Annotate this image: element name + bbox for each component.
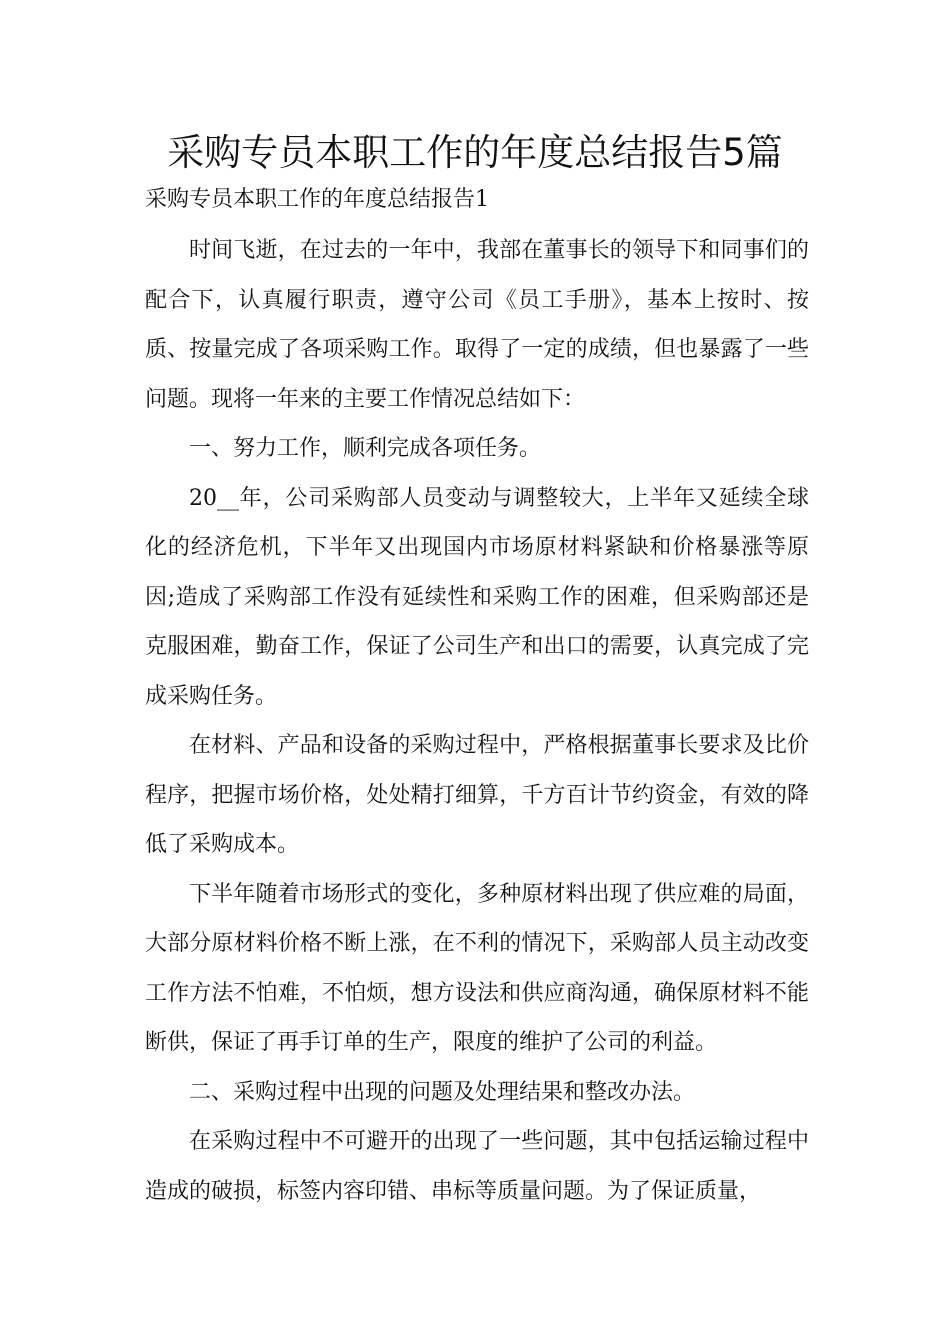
paragraph-staff-changes: 20__年，公司采购部人员变动与调整较大，上半年又延续全球化的经济危机，下半年又出现国内市场原材料紧缺和价格暴涨等原因;造成了采购部工作没有延续性和采购工作的困难，但采购部还是克服困难，勤奋工作，保证了公司生产和出口的需要，认真完成了完成采购任务。 xyxy=(145,485,809,709)
document-body xyxy=(145,226,809,1216)
document-title: 采购专员本职工作的年度总结报告5篇 xyxy=(167,131,783,174)
paragraph-supply-shortage: 下半年随着市场形式的变化，多种原材料出现了供应难的局面，大部分原材料价格不断上涨，在不利的情况下，采购部人员主动改变工作方法不怕难，不怕烦，想方设法和供应商沟通，确保原材料不能断供，保证了再手订单的生产，限度的维护了公司的利益。 xyxy=(145,881,809,1055)
document-subtitle: 采购专员本职工作的年度总结报告1 xyxy=(145,187,489,212)
paragraph-heading-1: 一、努力工作，顺利完成各项任务。 xyxy=(189,436,542,461)
paragraph-cost-control: 在材料、产品和设备的采购过程中，严格根据董事长要求及比价程序，把握市场价格，处处精打细算，千方百计节约资金，有效的降低了采购成本。 xyxy=(145,733,809,857)
paragraph-heading-2: 二、采购过程中出现的问题及处理结果和整改办法。 xyxy=(189,1079,696,1105)
paragraph-intro: 时间飞逝，在过去的一年中，我部在董事长的领导下和同事们的配合下，认真履行职责，遵守公司《员工手册》，基本上按时、按质、按量完成了各项采购工作。取得了一定的成绩，但也暴露了一些问题。现将一年来的主要工作情况总结如下： xyxy=(145,238,809,412)
paragraph-problems: 在采购过程中不可避开的出现了一些问题，其中包括运输过程中造成的破损，标签内容印错、串标等质量问题。为了保证质量， xyxy=(145,1129,809,1204)
